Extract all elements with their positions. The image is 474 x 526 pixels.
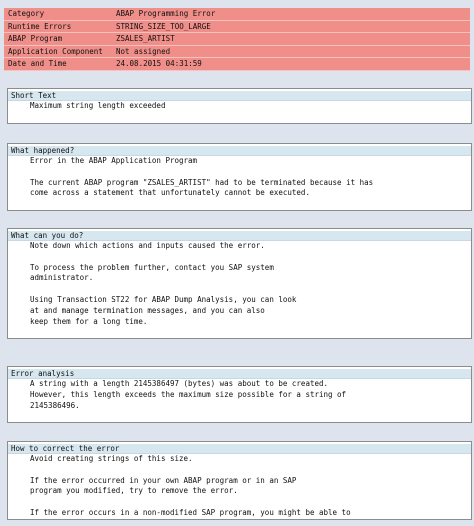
header-label: Runtime Errors	[8, 21, 72, 31]
text-line[interactable]: administrator.	[30, 273, 94, 283]
text-line[interactable]: However, this length exceeds the maximum size possible for a string of	[30, 389, 347, 399]
text-line[interactable]: To process the problem further, contact you SAP system	[30, 262, 274, 272]
header-label: ABAP Program	[8, 34, 63, 43]
text-line[interactable]: at and manage termination messages, and you can also	[30, 305, 265, 315]
header-row-abap-program	[4, 33, 470, 46]
text-line[interactable]: Error in the ABAP Application Program	[30, 156, 198, 165]
text-line[interactable]: come across a statement that unfortunately cannot be executed.	[30, 188, 310, 198]
text-line[interactable]: 2145386496.	[30, 400, 80, 410]
text-line[interactable]: If the error occurred in your own ABAP program or in an SAP	[30, 475, 297, 485]
text-line[interactable]: A string with a length 2145386497 (bytes) was about to be created.	[30, 379, 329, 388]
text-line[interactable]: Note down which actions and inputs caused the error.	[30, 241, 265, 250]
section-title: What happened?	[8, 146, 471, 156]
section-title: What can you do?	[8, 231, 471, 241]
header-value[interactable]: ZSALES_ARTIST	[116, 34, 175, 43]
header-value[interactable]: Not assigned	[116, 46, 171, 56]
text-line[interactable]: keep them for a long time.	[30, 316, 148, 326]
header-value[interactable]: STRING_SIZE_TOO_LARGE	[116, 21, 211, 31]
text-line[interactable]: If the error occurs in a non-modified SAP program, you might be able to	[30, 507, 351, 517]
text-line[interactable]: Maximum string length exceeded	[30, 101, 166, 110]
text-line[interactable]: Using Transaction ST22 for ABAP Dump Analysis, you can look	[30, 294, 297, 304]
text-line[interactable]: Avoid creating strings of this size.	[30, 454, 193, 463]
text-line[interactable]: The current ABAP program "ZSALES_ARTIST" had to be terminated because it has	[30, 177, 374, 187]
header-row-runtime-errors	[4, 21, 470, 34]
header-label: Date and Time	[8, 59, 67, 68]
section-what-happened	[7, 143, 472, 211]
header-row-category	[4, 8, 470, 21]
section-what-can-you-do	[7, 228, 472, 339]
text-line[interactable]: program you modified, try to remove the error.	[30, 486, 238, 496]
section-how-to-correct	[7, 441, 472, 520]
header-label: Category	[8, 9, 45, 18]
section-title: How to correct the error	[8, 444, 471, 454]
section-title: Error analysis	[8, 369, 471, 379]
section-title: Short Text	[8, 91, 471, 101]
header-row-date-time	[4, 58, 470, 71]
header-value[interactable]: 24.08.2015 04:31:59	[116, 59, 202, 68]
section-error-analysis	[7, 366, 472, 423]
header-value[interactable]: ABAP Programming Error	[116, 9, 216, 18]
header-row-application-component	[4, 46, 470, 59]
section-short-text	[7, 88, 472, 124]
header-label: Application Component	[8, 46, 103, 56]
dump-header	[4, 8, 470, 71]
